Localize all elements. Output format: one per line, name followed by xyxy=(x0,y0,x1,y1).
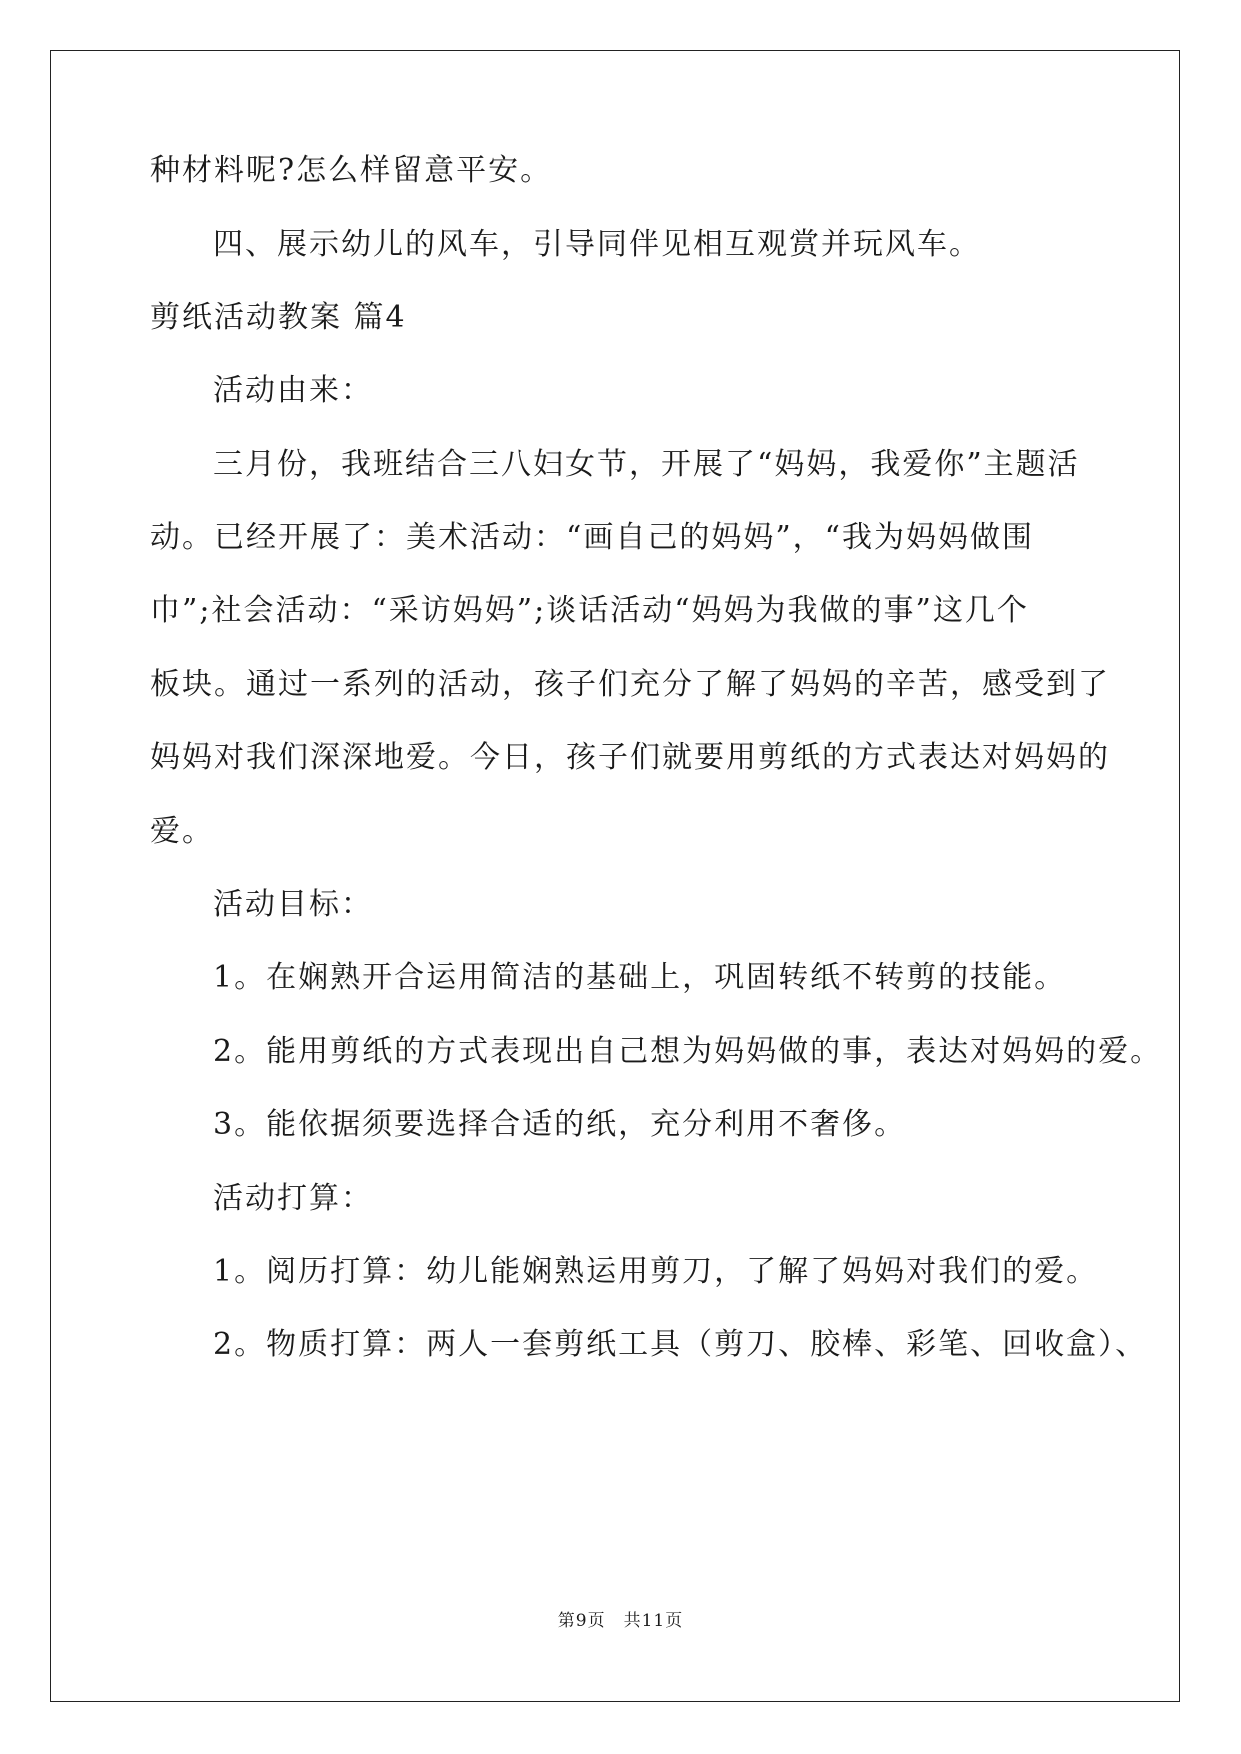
section-heading: 剪纸活动教案 篇4 xyxy=(150,300,407,335)
paragraph-line: 种材料呢?怎么样留意平安。 xyxy=(150,153,553,188)
list-item: 3。能依据须要选择合适的纸，充分利用不奢侈。 xyxy=(213,1107,907,1142)
list-item: 1。在娴熟开合运用简洁的基础上，巩固转纸不转剪的技能。 xyxy=(213,960,1067,995)
subheading: 活动目标： xyxy=(213,887,373,922)
list-item: 1。阅历打算：幼儿能娴熟运用剪刀，了解了妈妈对我们的爱。 xyxy=(213,1254,1099,1289)
paragraph-line: 巾”;社会活动：“采访妈妈”;谈话活动“妈妈为我做的事”这几个 xyxy=(150,593,1029,628)
subheading: 活动打算： xyxy=(213,1181,373,1216)
list-item: 2。能用剪纸的方式表现出自己想为妈妈做的事，表达对妈妈的爱。 xyxy=(213,1034,1163,1069)
paragraph-line: 爱。 xyxy=(150,814,214,849)
subheading: 活动由来： xyxy=(213,373,373,408)
list-item: 2。物质打算：两人一套剪纸工具（剪刀、胶棒、彩笔、回收盒）、 xyxy=(213,1327,1148,1362)
paragraph-line: 四、展示幼儿的风车，引导同伴见相互观赏并玩风车。 xyxy=(213,227,981,262)
page-number: 第9页 共11页 xyxy=(557,1611,684,1631)
paragraph-line: 三月份，我班结合三八妇女节，开展了“妈妈，我爱你”主题活 xyxy=(213,447,1080,482)
paragraph-line: 妈妈对我们深深地爱。今日，孩子们就要用剪纸的方式表达对妈妈的 xyxy=(150,740,1110,775)
paragraph-line: 板块。通过一系列的活动，孩子们充分了解了妈妈的辛苦，感受到了 xyxy=(150,667,1110,702)
paragraph-line: 动。已经开展了：美术活动：“画自己的妈妈”，“我为妈妈做围 xyxy=(150,520,1035,555)
